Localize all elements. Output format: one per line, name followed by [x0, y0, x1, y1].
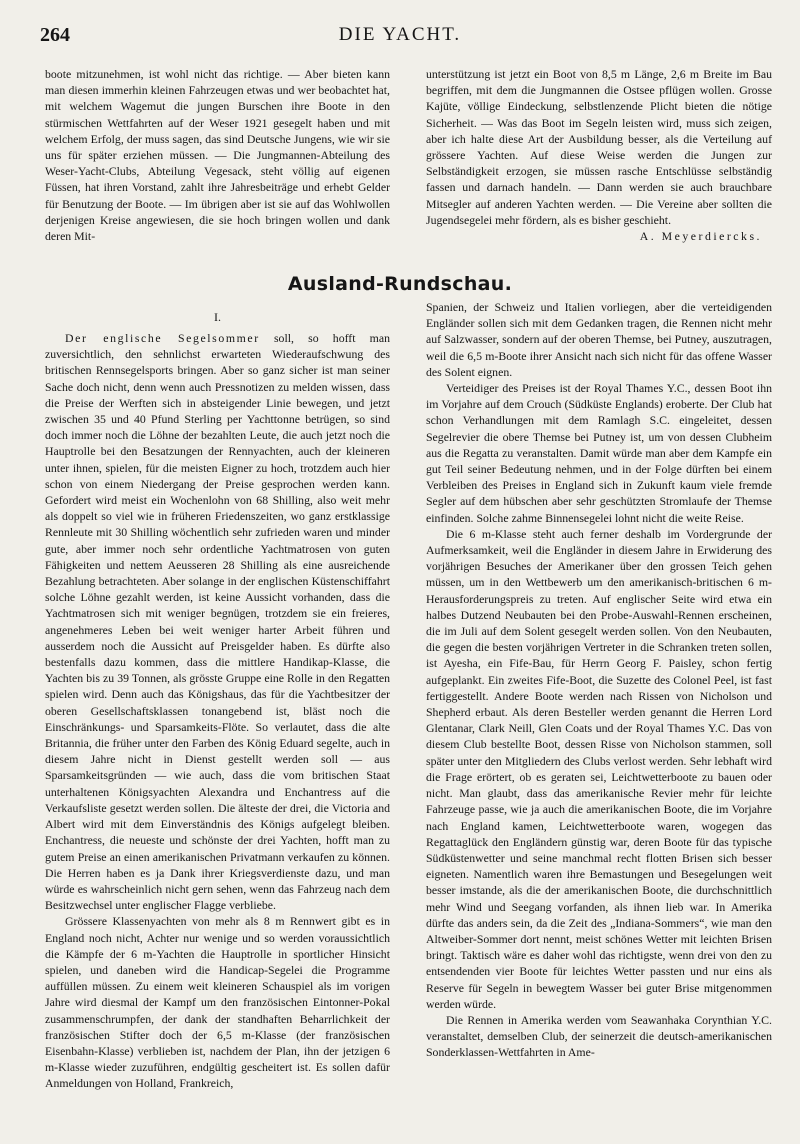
paragraph — [426, 526, 772, 1012]
article-right-column — [426, 299, 772, 1061]
paragraph — [426, 380, 772, 526]
lead-phrase: Verteidiger des Preises ist der Royal Thames Y.C. — [446, 381, 688, 396]
running-title: DIE YACHT. — [338, 24, 462, 45]
paragraph — [45, 913, 390, 1091]
author-signature: A. Meyerdiercks. — [639, 229, 762, 244]
lead-phrase: Der englische Segelsommer — [65, 331, 260, 345]
article-left-column — [45, 330, 390, 1092]
paragraph — [426, 299, 772, 380]
paragraph-text: soll, so hofft man zuversichtlich, den sehnlichst erwarteten Wiederaufschwung des britischen Rennsegelsports bringen. Aber so ganz sicher ist man seiner Sache doch nicht, denn wenn auch Pressnotizen zu melden wissen, dass die Preise der Werften sich in absteigender Linie bewegen, und jetzt zwischen 35 und 40 Pfund Sterling per Yachttonne betrügen, so sind doch immer noch die Löhne der bezahlten Leute, die auch jetzt noch die Hauptrolle bei den Besatzungen der Rennyachten, auch der kleineren unter ihnen, spielen, für die meisten Eigner zu hoch, trotzdem auch hier schon von einem Niedergang der Preise gesprochen werden kann. Gefordert wird meist ein Wochenlohn von 68 Shilling, also weit mehr als doppelt so viel wie in früheren Friedenszeiten, wo ganz erstklassige Rennleute mit 30 Shilling wöchentlich sehr zufrieden waren und minder gute, aber immer noch sehr ordentliche Yachtmatrosen von guten Fähigkeiten und nettem Aeusseren 28 Shilling als eine ausreichende Bezahlung betrachteten. Aber solange in der englischen Küstenschiffahrt solche Löhne gezahlt werden, ist keine Aussicht vorhanden, dass die Yachtmatrosen sich mit weniger begnügen, trotzdem sie ein freieres, angenehmeres Leben bei weit weniger harter Arbeit führen und ausserdem noch die Aussicht auf Preisgelder haben. Es dürfte also bestenfalls dazu kommen, dass die mittlere Handikap-Klasse, die Yachten bis zu 39 Tonnen, als grösste Gruppe eine Rolle in den Regatten spielen wird. Denn auch das Königshaus, das für die Yachtbesitzer der oberen Gesellschaftsklassen tonangebend ist, bläst noch die Einschränkungs- und Sparsamkeits-Flöte. So verlautet, dass die alte Britannia, die früher unter den Farben des König Eduard segelte, auch in diesem Jahre nicht in Dienst gestellt werden soll — aus Sparsamkeitsgründen — wie auch, dass die vom britischen Staat unterhaltenen Königsyachten Alexandra und Enchantress auf die Verkaufsliste gesetzt werden sollen. Die älteste der drei, die Victoria and Albert wird mit dem Einverständnis des Königs aufgelegt bleiben. Enchantress, die neueste und schönste der drei Yachten, hofft man zu gutem Preise an einen amerikanischen Privatmann verkaufen zu können. Die Herren haben es ja Dank ihrer Kriegsverdienste dazu, und man würde es wahrscheinlich nicht gern sehen, wenn das Fahrzeug nach dem Besitzwechsel unter englischer Flagge verbliebe. — [45, 331, 390, 913]
paragraph-text: , dessen Boot ihn im Vorjahre auf dem Crouch (Südküste Englands) eroberte. Der Club hat schon Verhandlungen mit dem Ramlagh S.C. eingeleitet, dessen Segelrevier die obere Themse bei Putney ist, um von dessen Clubheim aus die Regatta zu veranstalten. Damit würde man aber dem Kampfe ein gut Teil seiner Bedeutung nehmen, und in der Folge dürften bei einem Verbleiben des Preises in England sich in Zukunft kaum viele fremde Segler auf dem hübschen aber sehr geschützten Stromlaufe der Themse einfinden. Solche zahme Binnensegelei lohnt nicht die weite Reise. — [426, 381, 773, 525]
paragraph: unterstützung ist jetzt ein Boot von 8,5 m Länge, 2,6 m Breite im Bau begriffen, mit dem die Jungmannen die Ostsee pflügen wollen. Grosse Kajüte, völlige Eindeckung, selbstlenzende Plicht bieten die nötige Sicherheit. — Was das Boot im Segeln leisten wird, muss sich zeigen, aber ich halte diese Art der Ausbildung besser, als die Verteilung auf grössere Yachten. Auf diese Weise werden die Jungen zur Selbständigkeit erzogen, sie müssen rasche Entschlüsse selbständig fassen und darnach handeln. — Dann werden sie auch brauchbare Mitsegler auf anderen Yachten werden. — Die Vereine aber sollten die Jugendsegelei mehr fördern, als es bisher geschieht. — [426, 67, 772, 227]
paragraph — [426, 1012, 772, 1061]
paragraph-text: Die Rennen in Amerika werden vom Seawanhaka Corynthian Y.C. veranstaltet, demselben Club, der seinerzeit die deutsch-amerikanischen Sonderklassen-Wettfahrten in Ame- — [426, 1012, 772, 1060]
page-number: 264 — [40, 24, 70, 46]
section-title: Ausland-Rundschau. — [287, 273, 513, 295]
section-numeral: I. — [214, 310, 221, 324]
paragraph-text: Die 6 m-Klasse steht auch ferner deshalb im Vordergrunde der Aufmerksamkeit, weil die Engländer in diesem Jahre in Erwiderung des vorjährigen Besuches der Amerikaner über den grossen Teich gehen müssen, um in den Wettbewerb um den amerikanisch-britischen 6 m-Herausforderungspreis zu treten. Auf englischer Seite wird etwa ein halbes Dutzend Neubauten bei den Probe-Auswahl-Rennen erscheinen, die im Juli auf dem Solent gesegelt werden sollen. Von den Neubauten, die gegen die besten vorjährigen Vertreter in die Schranken treten sollen, ist Ayesha, ein Fife-Bau, für Herrn Georg F. Paisley, schon fertig aufgeplankt. Ein zweites Fife-Boot, die Suzette des Colonel Peel, ist fast fertiggestellt. Andere Boote werden nach Rissen von Nicholson und Shepherd erbaut. Als deren Besteller werden genannt die Herren Lord Glentanar, Clark Neill, Glen Coats und der Royal Thames Y.C. Das von diesem Club bestellte Boot, dessen Risse von Nicholson stammen, soll später unter den Mitgliedern des Clubs verlost werden. Sehr lebhaft wird die Frage erörtert, ob es geraten sei, Leichtwetterboote zu bauen oder nicht. Man glaubt, dass das amerikanische Revier mehr für leichte Fahrzeuge passe, wie ja auch die amerikanischen Boote, die im Vorjahre nach England kamen, Leichtwetterboote waren, wogegen das Regattaglück den Engländern günstig war, deren Boote für das typische Südküstenwetter und seine manchmal recht flotten Brisen sich besser eigneten. Namentlich waren ihre Bemastungen und Besegelungen weit besser imstande, als die der amerikanischen Boote, die durchschnittlich mehr Wind und Seegang vorfanden, als ihnen lieb war. In Amerika dürfte das anders sein, da die Zeit des „Indiana-Sommers“, wie man den Altweiber-Sommer dort nennt, meist schönes Wetter mit leichten Brisen bringt. Taktisch wäre es daher wohl das richtigste, wenn drei von den zu entsendenden vier Boote für leichtes Wetter passten und nur eins als Reserve für Segeln in bewegtem Wasser bei guter Brise mitgenommen werden würde. — [426, 526, 772, 1011]
paragraph: boote mitzunehmen, ist wohl nicht das richtige. — Aber bieten kann man diesen immerhin kleinen Fahrzeugen etwas und wer beobachtet hat, mit welchem Wagemut die jungen Burschen ihre Boote in den stürmischen Wettfahrten auf der Weser 1921 gesegelt haben und mit welchem Erfolg, der muss sagen, das sind Deutsche Jungens, wie wir sie uns für später erziehen müssen. — Die Jungmannen-Abteilung des Weser-Yacht-Clubs, Abteilung Vegesack, steht völlig auf eigenen Füssen, hat ihren Vorstand, zahlt ihre Jahresbeiträge und erhebt Gelder für Benutzung der Boote. — Im übrigen aber ist sie auf das Wohlwollen derjenigen Kreise angewiesen, die sie hoch bringen wollen und dank deren Mit- — [45, 67, 390, 244]
top-right-column — [426, 66, 772, 244]
paragraph-text: Grössere Klassenyachten von mehr als 8 m Rennwert gibt es in England noch nicht, Achter nur wenige und so werden voraussichtlich die Kämpfe der 6 m-Yachten die Hauptrolle in sportlicher Hinsicht spielen, und daneben wird die Handicap-Segelei die Programme auffüllen müssen. Zu einem weit kleineren Schauspiel als im vorigen Jahre wird diesmal der Kampf um den französischen Eintonner-Pokal zusammenschrumpfen, der dank der standhaften Beharrlichkeit der französischen Stifter doch der 6,5 m-Klasse (der französischen Eisenbahn-Klasse) verblieben ist, nachdem der Plan, ihn der jetzigen 6 m-Klasse wieder zuzuführen, endgültig gescheitert ist. Es sollen dafür Anmeldungen von Holland, Frankreich, — [45, 914, 390, 1091]
top-left-column — [45, 66, 390, 244]
paragraph — [45, 330, 390, 913]
signature-line — [426, 228, 772, 244]
page-header — [40, 22, 760, 50]
paragraph-text: Spanien, der Schweiz und Italien vorliegen, aber die verteidigenden Engländer sollen sich mit dem Gedanken tragen, die Rennen nicht mehr auf Salzwasser, sondern auf der oberen Themse, bei Putney, auszutragen, weil die 6,5 m-Boote ihrer Ansicht nach sich nicht für das offene Wasser des Solent eignen. — [426, 300, 772, 379]
